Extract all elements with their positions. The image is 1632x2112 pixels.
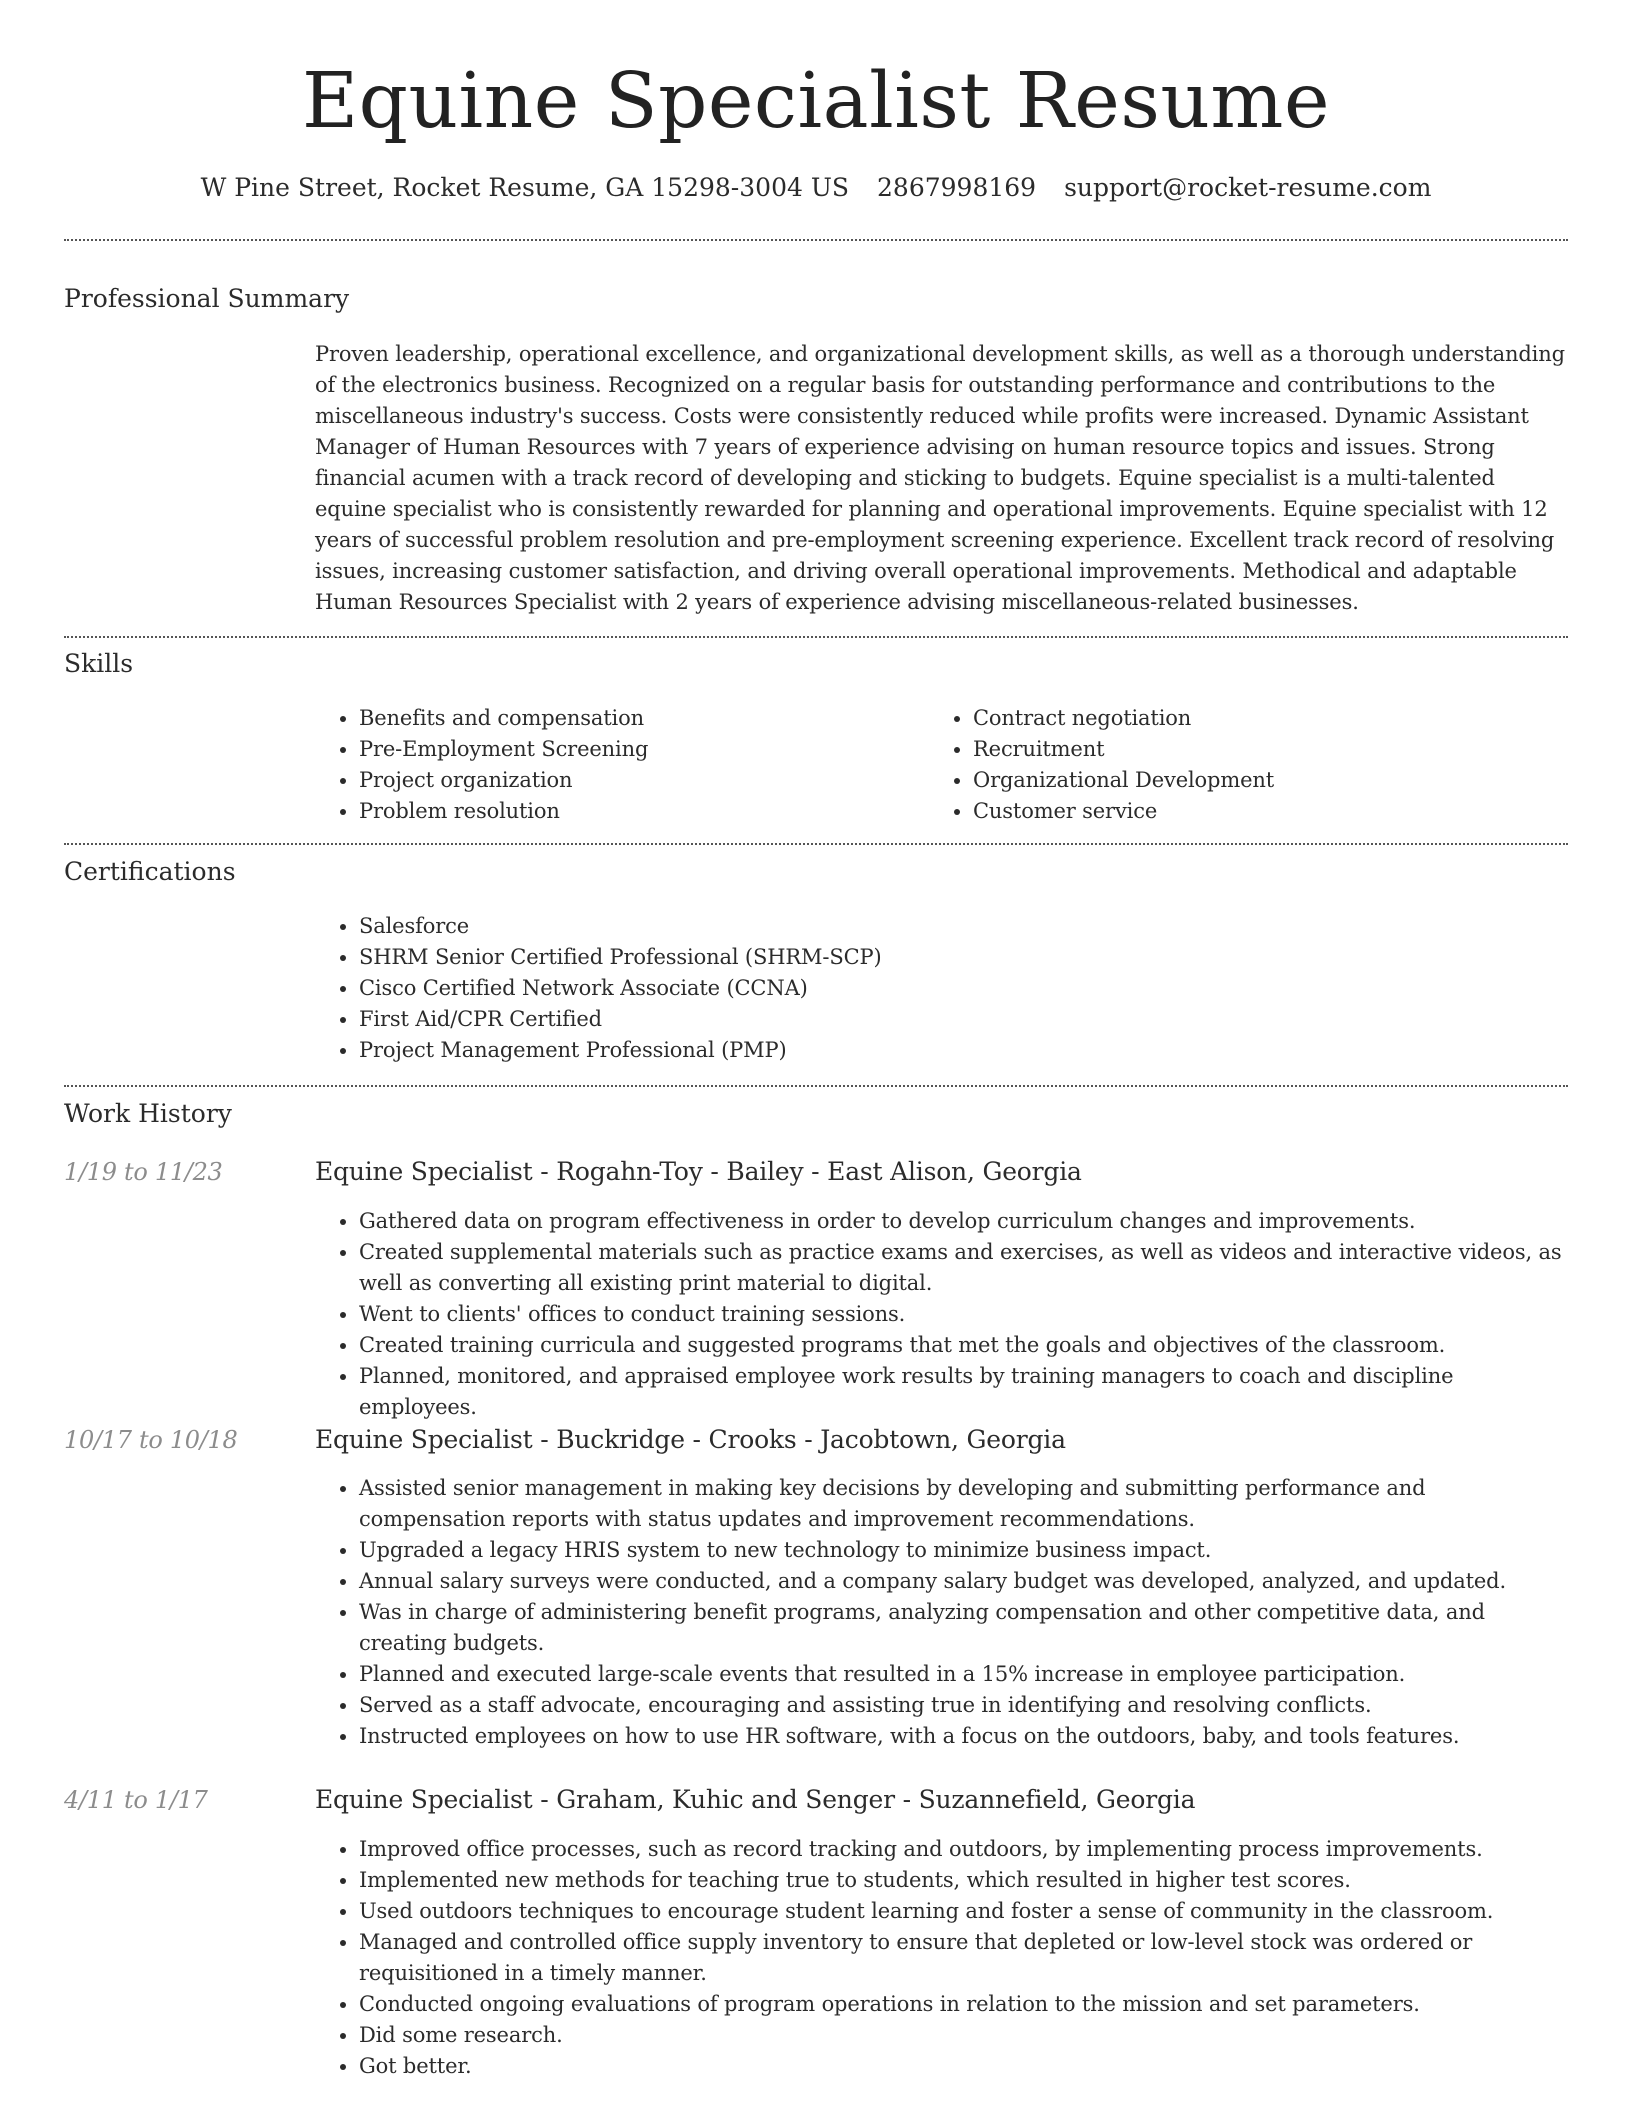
job-title: Equine Specialist - Rogahn-Toy - Bailey - East Alison, Georgia [315, 1157, 1082, 1186]
list-item: • Customer service [973, 796, 1573, 827]
job-bullets [315, 1834, 1567, 2082]
skills-list-left [315, 703, 929, 827]
list-item: • Project Management Professional (PMP) [359, 1035, 1567, 1066]
skills-heading: Skills [64, 649, 134, 678]
skills-list-right [929, 703, 1573, 827]
divider [64, 843, 1568, 845]
list-item: • Annual salary surveys were conducted, and a company salary budget was developed, analyzed, and updated. [359, 1566, 1567, 1597]
list-item: • Project organization [359, 765, 929, 796]
list-item: • Benefits and compensation [359, 703, 929, 734]
certifications-list [315, 911, 1567, 1066]
contact-line [64, 170, 1568, 206]
contact-email: support@rocket-resume.com [1064, 173, 1432, 202]
summary-heading: Professional Summary [64, 284, 350, 313]
divider [64, 239, 1568, 241]
divider [64, 636, 1568, 638]
list-item: • Created supplemental materials such as practice exams and exercises, as well as videos and interactive videos, as well as converting all existing print material to digital. [359, 1237, 1567, 1299]
list-item: • Upgraded a legacy HRIS system to new technology to minimize business impact. [359, 1535, 1567, 1566]
list-item: • Managed and controlled office supply inventory to ensure that depleted or low-level stock was ordered or requisitioned in a timely manner. [359, 1927, 1567, 1989]
list-item: • Improved office processes, such as record tracking and outdoors, by implementing process improvements. [359, 1834, 1567, 1865]
resume-title: Equine Specialist Resume [301, 57, 1331, 146]
divider [64, 1085, 1568, 1087]
job-title: Equine Specialist - Graham, Kuhic and Senger - Suzannefield, Georgia [315, 1785, 1196, 1814]
list-item: • Organizational Development [973, 765, 1573, 796]
summary-text: Proven leadership, operational excellence, and organizational development skills, as well as a thorough understanding of the electronics business. Recognized on a regular basis for outstanding performance and contributions to the miscellaneous industry's success. Costs were consistently reduced while profits were increased. Dynamic Assistant Manager of Human Resources with 7 years of experience advising on human resource topics and issues. Strong financial acumen with a track record of developing and sticking to budgets. Equine specialist is a multi-talented equine specialist who is consistently rewarded for planning and operational improvements. Equine specialist with 12 years of successful problem resolution and pre-employment screening experience. Excellent track record of resolving issues, increasing customer satisfaction, and driving overall operational improvements. Methodical and adaptable Human Resources Specialist with 2 years of experience advising miscellaneous-related businesses. [315, 342, 1565, 614]
work-history-heading: Work History [64, 1099, 232, 1128]
job-dates: 4/11 to 1/17 [64, 1786, 208, 1814]
list-item: • SHRM Senior Certified Professional (SHRM-SCP) [359, 942, 1567, 973]
job-bullets [315, 1473, 1567, 1752]
list-item: • Implemented new methods for teaching true to students, which resulted in higher test scores. [359, 1865, 1567, 1896]
list-item: • Planned, monitored, and appraised employee work results by training managers to coach and discipline employees. [359, 1361, 1567, 1423]
list-item: • First Aid/CPR Certified [359, 1004, 1567, 1035]
list-item: • Cisco Certified Network Associate (CCNA) [359, 973, 1567, 1004]
job-bullets [315, 1206, 1567, 1423]
list-item: • Went to clients' offices to conduct training sessions. [359, 1299, 1567, 1330]
list-item: • Created training curricula and suggested programs that met the goals and objectives of the classroom. [359, 1330, 1567, 1361]
list-item: • Recruitment [973, 734, 1573, 765]
job-dates: 1/19 to 11/23 [64, 1158, 223, 1186]
contact-phone: 2867998169 [877, 173, 1037, 202]
list-item: • Used outdoors techniques to encourage student learning and foster a sense of community in the classroom. [359, 1896, 1567, 1927]
list-item: • Served as a staff advocate, encouraging and assisting true in identifying and resolving conflicts. [359, 1690, 1567, 1721]
list-item: • Gathered data on program effectiveness in order to develop curriculum changes and improvements. [359, 1206, 1567, 1237]
list-item: • Conducted ongoing evaluations of program operations in relation to the mission and set parameters. [359, 1989, 1567, 2020]
list-item: • Got better. [359, 2051, 1567, 2082]
list-item: • Problem resolution [359, 796, 929, 827]
list-item: • Assisted senior management in making key decisions by developing and submitting performance and compensation reports with status updates and improvement recommendations. [359, 1473, 1567, 1535]
list-item: • Salesforce [359, 911, 1567, 942]
list-item: • Pre-Employment Screening [359, 734, 929, 765]
list-item: • Was in charge of administering benefit programs, analyzing compensation and other competitive data, and creating budgets. [359, 1597, 1567, 1659]
job-dates: 10/17 to 10/18 [64, 1426, 238, 1454]
list-item: • Planned and executed large-scale events that resulted in a 15% increase in employee participation. [359, 1659, 1567, 1690]
certifications-heading: Certifications [64, 857, 236, 886]
list-item: • Contract negotiation [973, 703, 1573, 734]
job-title: Equine Specialist - Buckridge - Crooks - Jacobtown, Georgia [315, 1425, 1066, 1454]
list-item: • Instructed employees on how to use HR software, with a focus on the outdoors, baby, and tools features. [359, 1721, 1567, 1752]
list-item: • Did some research. [359, 2020, 1567, 2051]
contact-address: W Pine Street, Rocket Resume, GA 15298-3004 US [200, 173, 850, 202]
